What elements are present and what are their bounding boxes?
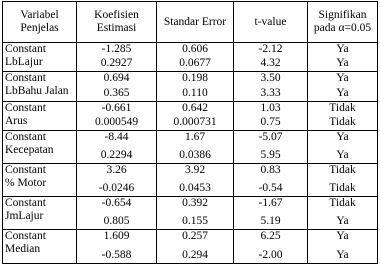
t-value-line-2: 5.95 — [260, 149, 281, 161]
cell-coefficient — [77, 197, 157, 230]
header-row — [3, 2, 378, 43]
significance-line-2: Ya — [336, 215, 349, 227]
cell-content — [234, 43, 307, 70]
header-signif-line2: pada α=0.05 — [313, 22, 372, 34]
cell-significance — [308, 164, 378, 197]
cell-t-value — [234, 72, 308, 102]
cell-content — [5, 131, 76, 162]
table-row — [3, 164, 378, 197]
cell-t-value — [234, 197, 308, 230]
cell-content — [157, 72, 233, 100]
significance-line-1: Tidak — [329, 197, 356, 209]
cell-coefficient — [77, 164, 157, 197]
cell-content — [308, 164, 377, 195]
cell-content — [234, 102, 307, 129]
table-row — [3, 230, 378, 264]
variable-line-2: Median — [5, 243, 41, 255]
cell-content — [308, 197, 377, 228]
cell-coefficient — [77, 230, 157, 264]
standard-error-line-1: 0.606 — [182, 43, 208, 55]
cell-coefficient — [77, 72, 157, 102]
cell-content — [77, 164, 156, 195]
header-se-text: Standar Error — [163, 15, 227, 28]
cell-standard-error — [157, 131, 234, 164]
t-value-line-1: -2.12 — [258, 43, 283, 55]
significance-line-1: Tidak — [329, 102, 356, 114]
significance-line-1: Ya — [336, 131, 349, 143]
cell-t-value — [234, 230, 308, 264]
cell-content — [308, 102, 377, 129]
variable-line-1: Constant — [5, 102, 46, 114]
variable-line-2: LbBahu Jalan — [5, 85, 69, 97]
standard-error-line-2: 0.294 — [182, 249, 208, 261]
header-koefisien-line1: Koefisien — [94, 9, 139, 21]
variable-line-2: Kecepatan — [5, 144, 54, 156]
t-value-line-1: -1.67 — [258, 197, 283, 209]
cell-content — [77, 230, 156, 262]
t-value-line-2: 4.32 — [260, 57, 281, 69]
standard-error-line-1: 3.92 — [184, 164, 206, 176]
significance-line-1: Ya — [336, 43, 349, 55]
standard-error-line-1: 1.67 — [184, 131, 206, 143]
significance-line-1: Ya — [336, 230, 349, 242]
t-value-line-1: 0.83 — [260, 164, 281, 176]
cell-variable — [3, 230, 77, 264]
coefficient-line-1: 3.26 — [106, 164, 127, 176]
cell-significance — [308, 131, 378, 164]
t-value-line-1: -5.07 — [258, 131, 283, 143]
cell-content — [234, 230, 307, 262]
cell-t-value — [234, 43, 308, 72]
cell-content — [5, 72, 76, 100]
cell-content — [5, 230, 76, 262]
standard-error-line-2: 0.110 — [182, 87, 208, 99]
cell-content — [234, 72, 307, 100]
cell-t-value — [234, 131, 308, 164]
coefficient-line-2: 0.2294 — [100, 149, 133, 161]
cell-content — [77, 131, 156, 162]
cell-content — [157, 197, 233, 228]
coefficient-line-2: 0.000549 — [94, 116, 139, 128]
cell-standard-error — [157, 230, 234, 264]
cell-t-value — [234, 102, 308, 131]
coefficient-line-1: 0.694 — [103, 72, 130, 84]
cell-content — [308, 43, 377, 70]
significance-line-2: Ya — [336, 249, 349, 261]
standard-error-line-2: 0.0386 — [179, 149, 211, 161]
table-row — [3, 131, 378, 164]
t-value-line-1: 6.25 — [260, 230, 281, 242]
cell-significance — [308, 230, 378, 264]
header-variabel-line1: Variabel — [20, 9, 59, 21]
standard-error-line-2: 0.0677 — [179, 57, 211, 69]
coefficient-line-2: -0.0246 — [98, 182, 135, 194]
cell-significance — [308, 197, 378, 230]
header-variabel — [3, 2, 77, 43]
t-value-line-2: -0.54 — [258, 182, 283, 194]
header-t-text: t-value — [254, 15, 287, 28]
variable-line-1: Constant — [5, 131, 46, 143]
coefficient-line-1: 1.609 — [103, 230, 130, 242]
t-value-line-2: 5.19 — [260, 215, 281, 227]
cell-content — [234, 131, 307, 162]
cell-content — [157, 164, 233, 195]
table-row — [3, 197, 378, 230]
cell-content — [5, 164, 76, 195]
variable-line-1: Constant — [5, 72, 46, 84]
cell-content — [234, 164, 307, 195]
cell-content — [308, 131, 377, 162]
table-row — [3, 72, 378, 102]
cell-standard-error — [157, 164, 234, 197]
cell-significance — [308, 102, 378, 131]
cell-content — [157, 43, 233, 70]
cell-variable — [3, 102, 77, 131]
coefficient-line-2: 0.2927 — [100, 57, 133, 69]
coefficient-line-1: -8.44 — [104, 131, 129, 143]
cell-content — [157, 102, 233, 129]
cell-coefficient — [77, 131, 157, 164]
cell-content — [157, 131, 233, 162]
cell-content — [5, 102, 76, 129]
cell-content — [77, 197, 156, 228]
table-row — [3, 102, 378, 131]
t-value-line-1: 1.03 — [260, 102, 281, 114]
cell-content — [5, 197, 76, 228]
significance-line-2: Tidak — [329, 116, 356, 128]
significance-line-2: Ya — [336, 57, 349, 69]
standard-error-line-1: 0.198 — [182, 72, 208, 84]
t-value-line-2: 0.75 — [260, 116, 281, 128]
coefficient-line-1: -1.285 — [101, 43, 132, 55]
regression-table — [2, 1, 378, 264]
cell-variable — [3, 131, 77, 164]
cell-significance — [308, 43, 378, 72]
header-signif-line1: Signifikan — [318, 9, 367, 21]
cell-standard-error — [157, 197, 234, 230]
cell-variable — [3, 72, 77, 102]
cell-significance — [308, 72, 378, 102]
cell-coefficient — [77, 43, 157, 72]
cell-content — [308, 72, 377, 100]
cell-content — [234, 197, 307, 228]
cell-t-value — [234, 164, 308, 197]
variable-line-2: LbLajur — [5, 56, 43, 68]
variable-line-1: Constant — [5, 164, 46, 176]
significance-line-1: Ya — [336, 72, 349, 84]
cell-coefficient — [77, 102, 157, 131]
cell-variable — [3, 197, 77, 230]
coefficient-line-1: -0.654 — [101, 197, 132, 209]
coefficient-line-2: 0.805 — [103, 215, 130, 227]
cell-content — [77, 102, 156, 129]
table-body — [3, 43, 378, 264]
coefficient-line-2: -0.588 — [101, 249, 132, 261]
header-t-value — [234, 2, 308, 43]
standard-error-line-1: 0.257 — [182, 230, 208, 242]
cell-content — [157, 230, 233, 262]
cell-standard-error — [157, 72, 234, 102]
header-koefisien — [77, 2, 157, 43]
header-standard-error — [157, 2, 234, 43]
standard-error-line-2: 0.000731 — [173, 116, 217, 128]
coefficient-line-1: -0.661 — [101, 102, 132, 114]
cell-content — [77, 43, 156, 70]
t-value-line-2: 3.33 — [260, 87, 281, 99]
cell-content — [5, 43, 76, 70]
variable-line-2: Arus — [5, 115, 28, 127]
standard-error-line-2: 0.155 — [182, 215, 208, 227]
cell-content — [77, 72, 156, 100]
cell-content — [308, 230, 377, 262]
t-value-line-2: -2.00 — [258, 249, 283, 261]
header-variabel-line2: Penjelas — [20, 22, 59, 34]
variable-line-2: % Motor — [5, 177, 47, 189]
cell-variable — [3, 164, 77, 197]
variable-line-2: JmLajur — [5, 210, 44, 222]
variable-line-1: Constant — [5, 197, 46, 209]
cell-standard-error — [157, 102, 234, 131]
significance-line-2: Tidak — [329, 182, 356, 194]
header-koefisien-line2: Estimasi — [96, 22, 137, 34]
coefficient-line-2: 0.365 — [103, 87, 130, 99]
cell-variable — [3, 43, 77, 72]
standard-error-line-2: 0.0453 — [179, 182, 211, 194]
cell-standard-error — [157, 43, 234, 72]
header-signifikan — [308, 2, 378, 43]
significance-line-1: Tidak — [329, 164, 356, 176]
t-value-line-1: 3.50 — [260, 72, 281, 84]
standard-error-line-1: 0.642 — [182, 102, 208, 114]
standard-error-line-1: 0.392 — [182, 197, 208, 209]
table-row — [3, 43, 378, 72]
variable-line-1: Constant — [5, 230, 46, 242]
significance-line-2: Ya — [336, 87, 349, 99]
variable-line-1: Constant — [5, 43, 46, 55]
significance-line-2: Ya — [336, 149, 349, 161]
